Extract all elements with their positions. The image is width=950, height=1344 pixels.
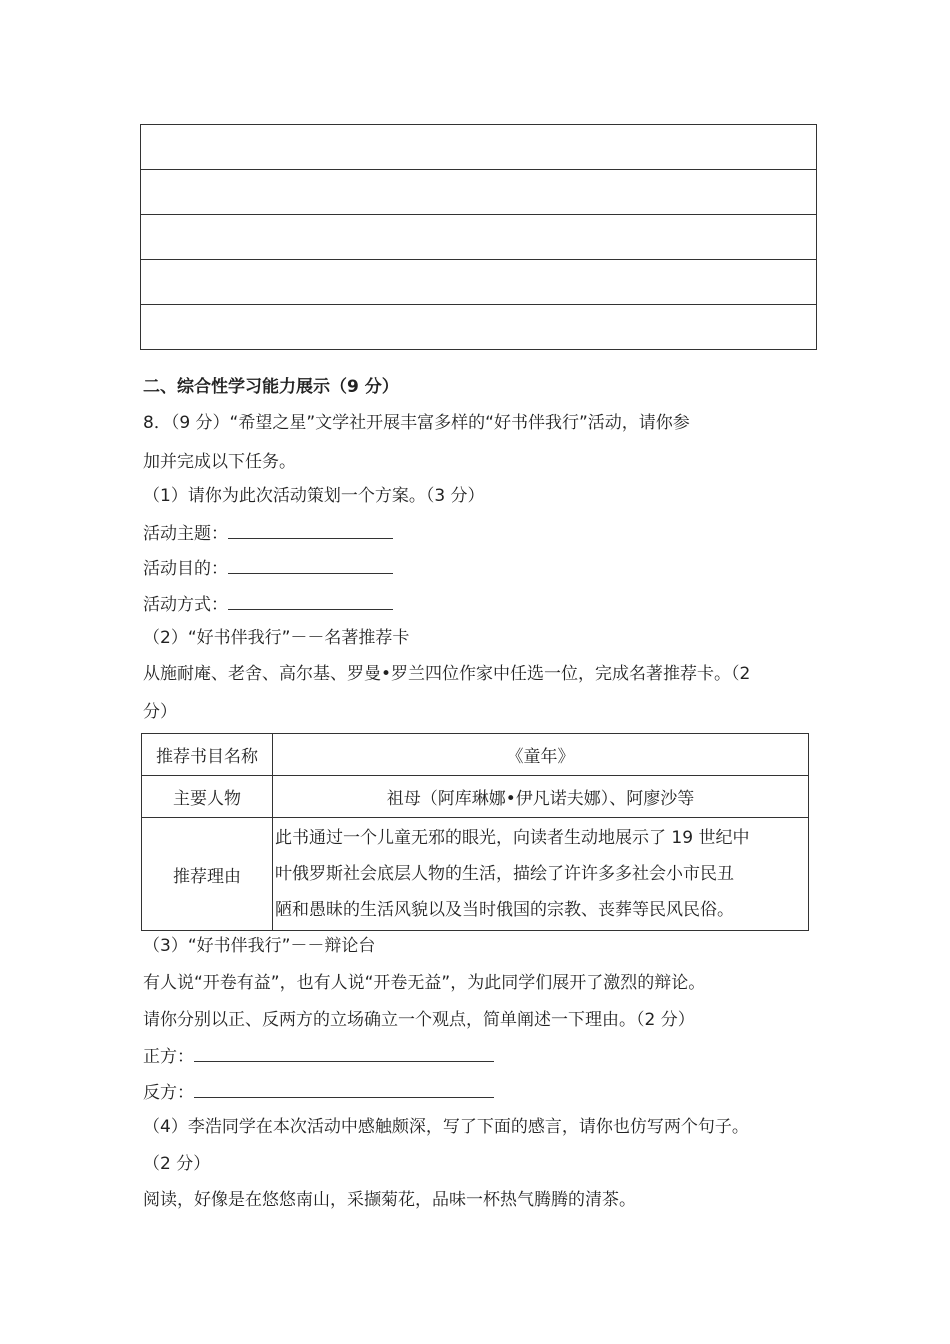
activity-method-row [143, 592, 393, 617]
table-row [141, 170, 817, 215]
table-row [141, 125, 817, 170]
part-1-prompt: （1）请你为此次活动策划一个方案。（3 分） [143, 486, 485, 506]
activity-purpose-row [143, 556, 393, 581]
table-row [142, 776, 809, 818]
con-side-row [143, 1080, 494, 1105]
table-row [142, 734, 809, 776]
part-2-instruction-line-1: 从施耐庵、老舍、高尔基、罗曼•罗兰四位作家中任选一位，完成名著推荐卡。（2 [143, 664, 751, 684]
table-row [141, 305, 817, 350]
table-row [141, 260, 817, 305]
activity-purpose-label: 活动目的： [143, 559, 228, 579]
reason-line-1: 此书通过一个儿童无邪的眼光，向读者生动地展示了 19 世纪中 [275, 828, 750, 848]
recommend-reason-label: 推荐理由 [142, 818, 273, 931]
reason-line-3: 陋和愚昧的生活风貌以及当时俄国的宗教、丧葬等民风民俗。 [275, 900, 734, 920]
question-8-line-2: 加并完成以下任务。 [143, 452, 296, 472]
section-heading: 二、综合性学习能力展示（9 分） [143, 377, 399, 397]
part-2-instruction-line-2: 分） [143, 702, 177, 722]
book-title-label: 推荐书目名称 [142, 734, 273, 776]
con-side-blank[interactable] [194, 1080, 494, 1098]
part-4-example: 阅读，好像是在悠悠南山，采撷菊花，品味一杯热气腾腾的清茶。 [143, 1190, 636, 1210]
part-4-line-1: （4）李浩同学在本次活动中感触颇深，写了下面的感言，请你也仿写两个句子。 [143, 1117, 749, 1137]
answer-cell[interactable] [141, 170, 817, 215]
activity-theme-label: 活动主题： [143, 524, 228, 544]
book-recommendation-card [141, 733, 809, 931]
part-3-heading: （3）“好书伴我行”－－辩论台 [143, 936, 376, 956]
con-side-label: 反方： [143, 1083, 194, 1103]
main-characters-value: 祖母（阿库琳娜•伊凡诺夫娜）、阿廖沙等 [273, 776, 809, 818]
answer-cell[interactable] [141, 305, 817, 350]
activity-theme-blank[interactable] [228, 521, 393, 539]
answer-cell[interactable] [141, 260, 817, 305]
part-3-line-2: 请你分别以正、反两方的立场确立一个观点，简单阐述一下理由。（2 分） [143, 1010, 695, 1030]
empty-answer-table [140, 124, 817, 350]
answer-cell[interactable] [141, 125, 817, 170]
activity-theme-row [143, 521, 393, 546]
book-title-value: 《童年》 [273, 734, 809, 776]
main-characters-label: 主要人物 [142, 776, 273, 818]
activity-purpose-blank[interactable] [228, 556, 393, 574]
pro-side-blank[interactable] [194, 1044, 494, 1062]
part-3-line-1: 有人说“开卷有益”，也有人说“开卷无益”，为此同学们展开了激烈的辩论。 [143, 973, 706, 993]
pro-side-label: 正方： [143, 1047, 194, 1067]
part-2-heading: （2）“好书伴我行”－－名著推荐卡 [143, 628, 410, 648]
table-row [141, 215, 817, 260]
table-row [142, 818, 809, 931]
activity-method-label: 活动方式： [143, 595, 228, 615]
recommend-reason-value [273, 818, 809, 931]
pro-side-row [143, 1044, 494, 1069]
question-8-line-1: 8．（9 分）“希望之星”文学社开展丰富多样的“好书伴我行”活动，请你参 [143, 413, 690, 433]
reason-line-2: 叶俄罗斯社会底层人物的生活，描绘了许许多多社会小市民丑 [275, 864, 734, 884]
answer-cell[interactable] [141, 215, 817, 260]
part-4-line-2: （2 分） [143, 1154, 211, 1174]
activity-method-blank[interactable] [228, 592, 393, 610]
